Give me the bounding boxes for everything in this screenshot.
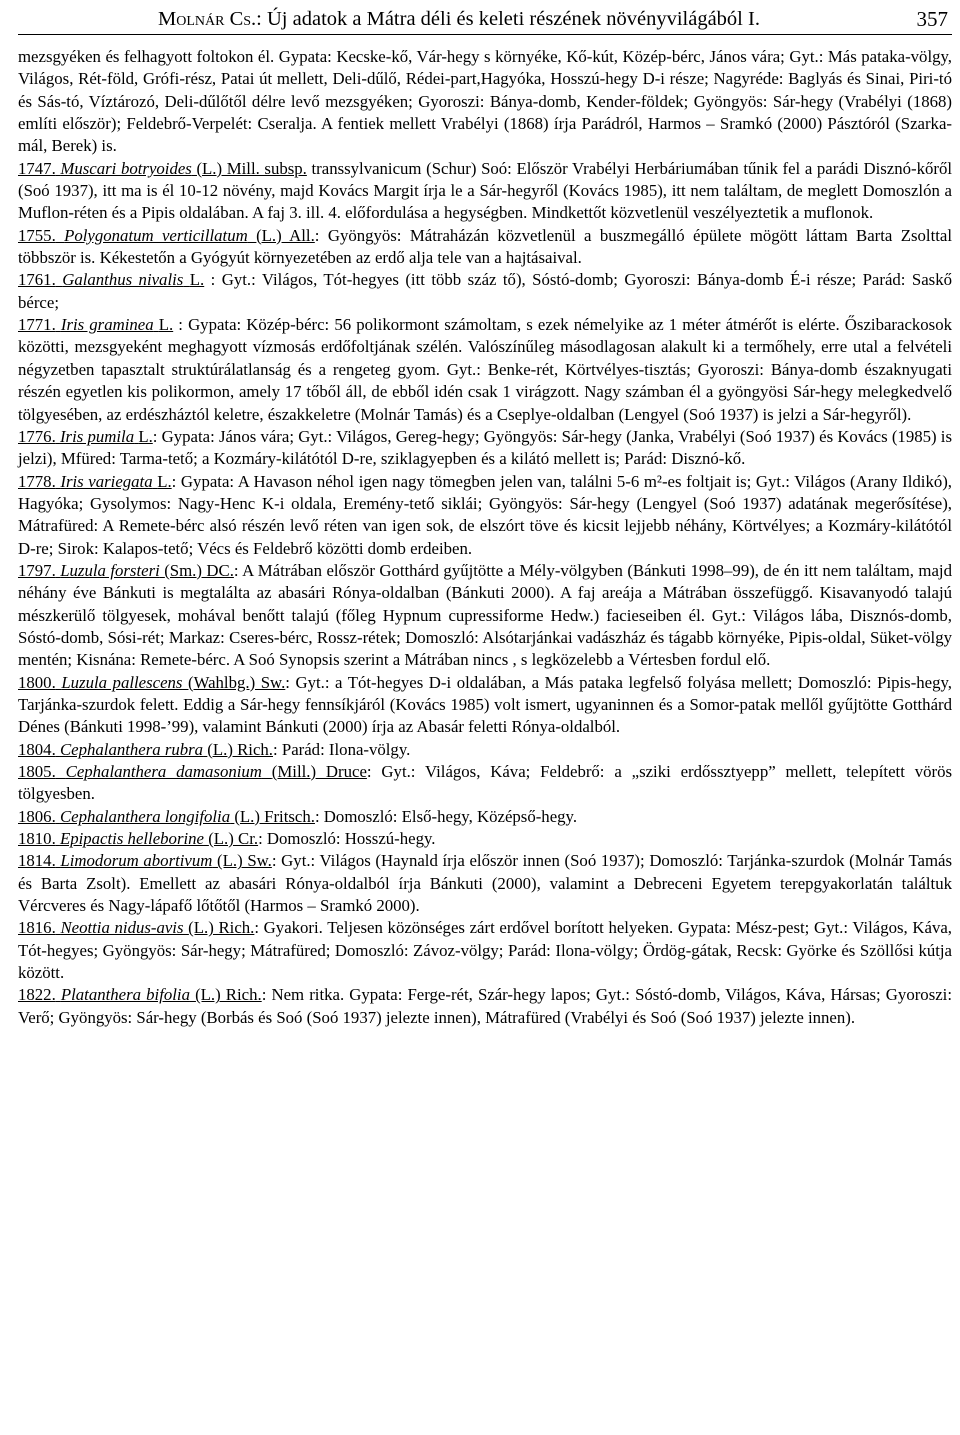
species-name: Platanthera bifolia (60, 985, 190, 1005)
species-name: Polygonatum verticillatum (64, 225, 248, 245)
species-heading (18, 561, 234, 580)
entry-text: : Gyt.: Világos, Káva; Feldebrő: a „sziki erdőssztyepp” mellett, telepített vörös tölgyesben. (18, 762, 952, 804)
entry-text: : Gyöngyös: Mátraházán közvetlenül a buszmegálló épülete mögött láttam Barta Zsolttal többször is. Kékestetőn a Gyógyút környezetében az erdő alja tele van a hajtásaival. (18, 225, 952, 268)
species-name: Muscari botryoides (60, 158, 192, 178)
species-entry (18, 426, 952, 471)
species-heading (18, 918, 254, 937)
entry-text: : Gypata: Közép-bérc: 56 polikormont számoltam, s ezek némelyike az 1 méter átmérőt is elérte. Őszibarackosok közötti, mezsgyeként meghagyott vízmosás erdőfoltjának szélén. Valószínűleg másodlagosan alakult ki a termőhely, erre utal a felvételi négyzetben tapasztalt struktúrálatlanság és a rengeteg gyom. Gyt.: Benke-rét, Körtvélyes-tisztás; Gyoroszi: Bánya-domb északnyugati részén egyetlen kis polikormon, amely 17 tőből áll, de ebből idén csak 1 virágzott. Nagy számban él a gyöngyösi Sár-hegy melegkedvelő tölgyesében, az erdészháztól keletre, északkeletre (Molnár Tamás) és a Cseplye-oldalban (Lengyel (Soó 1937) is jelzi a Sár-hegyről). (18, 315, 952, 424)
species-entry (18, 225, 952, 270)
species-name: Limodorum abortivum (60, 851, 213, 871)
species-author: L. (138, 426, 153, 446)
species-author: (L.) Cr. (208, 829, 259, 849)
species-name: Iris pumila (59, 426, 135, 446)
entry-text: : Gypata: János vára; Gyt.: Világos, Gereg-hegy; Gyöngyös: Sár-hegy (Janka, Vrabélyi (Soó 1937) és Kovács (1985) is jelzi), Mfüred: Tarma-tető; a Kozmáry-kilátótól D-re, sziklagyepben és a kilátó mellett is; Parád: Disznó-kő. (18, 426, 952, 469)
species-entry (18, 739, 952, 761)
species-author: (L.) Rich. (188, 918, 255, 938)
species-author: L. (189, 270, 205, 290)
species-heading (18, 427, 153, 446)
species-heading (18, 829, 258, 848)
species-author: (L.) All. (256, 225, 315, 245)
species-heading (18, 807, 315, 826)
species-heading (18, 315, 173, 334)
entry-text: : Parád: Ilona-völgy. (273, 739, 411, 759)
species-name: Neottia nidus-avis (60, 918, 184, 938)
entry-text: : A Mátrában először Gotthárd gyűjtötte a Mély-völgyben (Bánkuti 1998–99), de én itt nem találtam, majd néhány éve Bánkuti is megtalálta az abasári Rónya-oldalban (Bánkuti 2000). A faj areája a Mátrában összefüggő. Kisavanyodó talajú mészkerülő tölgyesek, mohával benőtt talajú (főleg Hypnum cupressiforme Hedw.) facieseiben él. Gyt.: Világos lába, Disznós-domb, Sóstó-domb, Sósi-rét; Markaz: Cseres-bérc, Rossz-rétek; Domoszló: Alsótarjánkai vadászház és tágabb környéke, Pipis-oldal, Süket-völgy mentén; Kisnána: Remete-bérc. A Soó Synopsis szerint a Mátrában nincs , s legközelebb a Vértesben fordul elő. (18, 560, 952, 670)
entry-number: 1800. (18, 672, 56, 692)
species-heading (18, 740, 273, 759)
entry-number: 1806. (18, 806, 56, 826)
entry-number: 1797. (18, 560, 56, 580)
species-heading (18, 226, 315, 245)
species-author: L. (158, 315, 174, 335)
entry-text: : Gyakori. Teljesen közönséges zárt erdővel borított helyeken. Gypata: Mész-pest; Gyt.: Világos, Káva, Tót-hegyes; Gyöngyös: Sár-hegy; Mátrafüred; Domoszló: Závoz-völgy; Parád: Ilona-völgy; Ördög-gátak, Recsk: Györke és Szöllősi kútja között. (18, 918, 953, 983)
species-entry (18, 828, 952, 850)
entry-number: 1761. (18, 270, 56, 290)
species-author: (Wahlbg.) Sw. (188, 672, 286, 692)
species-heading (18, 985, 262, 1004)
running-author: Molnár Cs. (158, 8, 257, 30)
entry-number: 1816. (18, 918, 56, 938)
entry-number: 1814. (18, 851, 56, 871)
species-entry (18, 672, 952, 739)
species-entry (18, 917, 952, 984)
species-entry (18, 850, 952, 917)
species-heading (18, 762, 367, 781)
species-name: Luzula forsteri (60, 560, 160, 580)
species-entry (18, 761, 952, 806)
species-author: (L.) Rich. (207, 739, 273, 759)
page-number: 357 (916, 7, 948, 31)
entry-text: : Gypata: A Havason néhol igen nagy tömegben jelen van, találni 5-6 m²-es foltjait is; Gyt.: Világos (Arany Ildikó), Hagyóka; Gysolymos: Nagy-Henc K-i oldala, Eremény-tető siklái; Gyöngyös: Sár-hegy (Lengyel (Soó 1937) adatának megerősítése), Mátrafüred: A Remete-bérc alsó részén levő réten van igen sok, de elszórt töve és kicsit lejjebb néhány, Körtvélyes; a Kozmáry-kilátótól D-re; Sirok: Kalapos-tető; Vécs és Feldebrő közötti domb erdeiben. (18, 471, 953, 558)
continuation-paragraph (18, 46, 952, 158)
entry-text: : Domoszló: Hosszú-hegy. (258, 829, 436, 849)
species-author: (Mill.) Druce (271, 762, 367, 781)
entry-text: : Gyt.: Világos, Tót-hegyes (itt több száz tő), Sóstó-domb; Gyoroszi: Bánya-domb É-i része; Parád: Saskő bérce; (18, 270, 952, 312)
species-entry (18, 984, 952, 1029)
species-author: L. (157, 471, 172, 491)
species-name: Epipactis helleborine (59, 829, 204, 849)
species-name: Cephalanthera longifolia (59, 806, 231, 826)
entry-number: 1804. (18, 739, 56, 759)
species-author: (L.) Fritsch. (234, 806, 315, 826)
entry-number: 1778. (18, 471, 56, 491)
species-author: (L.) Mill. subsp. (196, 158, 307, 178)
entry-number: 1822. (18, 985, 56, 1005)
species-name: Luzula pallescens (61, 672, 183, 692)
entry-number: 1755. (18, 225, 56, 245)
species-author: (L.) Rich. (195, 985, 262, 1005)
running-title-text: : Új adatok a Mátra déli és keleti részének növényvilágából I. (256, 8, 760, 30)
species-entry (18, 806, 952, 828)
entry-text: : Domoszló: Első-hegy, Középső-hegy. (314, 806, 578, 826)
species-name: Galanthus nivalis (62, 270, 184, 290)
species-name: Iris graminea (60, 315, 154, 335)
running-header (18, 4, 952, 35)
species-name: Iris variegata (60, 471, 153, 491)
entry-number: 1805. (18, 762, 56, 781)
species-entry (18, 560, 952, 672)
entry-text: : Nem ritka. Gypata: Ferge-rét, Szár-hegy lapos; Gyt.: Sóstó-domb, Világos, Káva, Hársas; Gyoroszi: Verő; Gyöngyös: Sár-hegy (Borbás és Soó (Soó 1937) jelezte innen), Mátrafüred (Vrabélyi és Soó (Soó 1937) jelezte innen). (18, 985, 952, 1027)
species-heading (18, 270, 204, 289)
page-body (18, 46, 952, 1029)
entry-number: 1771. (18, 315, 56, 335)
species-heading (18, 673, 285, 692)
species-author: (Sm.) DC. (164, 560, 234, 580)
species-heading (18, 851, 272, 870)
entry-text: mezsgyéken és felhagyott foltokon él. Gypata: Kecske-kő, Vár-hegy s környéke, Kő-kút, Közép-bérc, János vára; Gyt.: Más pataka-völgy, Világos, Rét-föld, Grófi-rész, Patai út mellett, Deli-dűlő, Rédei-part,Hagyóka, Hosszú-hegy D-i része; Nagyréde: Baglyás és Sinai, Piri-tó és Sás-tó, Víztározó, Deli-dűlőtől délre levő mezsgyéken; Gyoroszi: Bánya-domb, Kender-földek; Gyöngyös: Sár-hegy (Vrabélyi (1868) említi először); Feldebrő-Verpelét: Cseralja. A fentiek mellett Vrabélyi (1868) írja Parádról, Harmos – Sramkó (2000) Pásztóról (Szarka-mál, Berek) is. (18, 47, 952, 156)
species-entry (18, 314, 952, 426)
entry-number: 1747. (18, 158, 56, 178)
entry-text: transsylvanicum (Schur) Soó: Először Vrabélyi Herbáriumában tűnik fel a parádi Disznó-kőről (Soó 1937), itt ma is él 10-12 növény, majd Kovács Margit írja le a Sár-hegyről (Kovács 1985), itt nem találtam, de meglett Domoszlón a Muflon-réten és a Pipis oldalában. A faj 3. ill. 4. előfordulása a hegységben. Mindkettőt közvetlenül veszélyeztetik a muflonok. (18, 158, 953, 223)
species-heading (18, 472, 172, 491)
species-name: Cephalanthera damasonium (65, 762, 262, 781)
species-entry (18, 269, 952, 314)
species-heading (18, 159, 307, 178)
entry-text: : Gyt.: Világos (Haynald írja először innen (Soó 1937); Domoszló: Tarjánka-szurdok (Molnár Tamás és Barta Zsolt). Emellett az abasári Rónya-oldalból írja Bánkuti (2000), valamint a Debreceni Egyetem terepgyakorlatán találtuk Vércveres és Nagy-lápafő lőtőtől (Harmos – Sramkó 2000). (18, 851, 953, 916)
entry-text: : Gyt.: a Tót-hegyes D-i oldalában, a Más pataka legfelső folyása mellett; Domoszló: Pipis-hegy, Tarjánka-szurdok felett. Eddig a Sár-hegy fennsíkjáról (Kovács 1985) volt ismert, ugyaninnen és a Somor-patak mellől gyűjtötte Gotthárd Dénes (Bánkuti 1998-’99), valamint Bánkuti (2000) írja az Abasár feletti Rónya-oldalból. (18, 672, 953, 737)
species-author: (L.) Sw. (217, 851, 272, 871)
species-entry (18, 471, 952, 560)
entry-number: 1810. (18, 829, 56, 849)
species-entry (18, 158, 952, 225)
species-name: Cephalanthera rubra (59, 739, 204, 759)
entry-number: 1776. (18, 426, 56, 446)
running-title (158, 6, 760, 32)
